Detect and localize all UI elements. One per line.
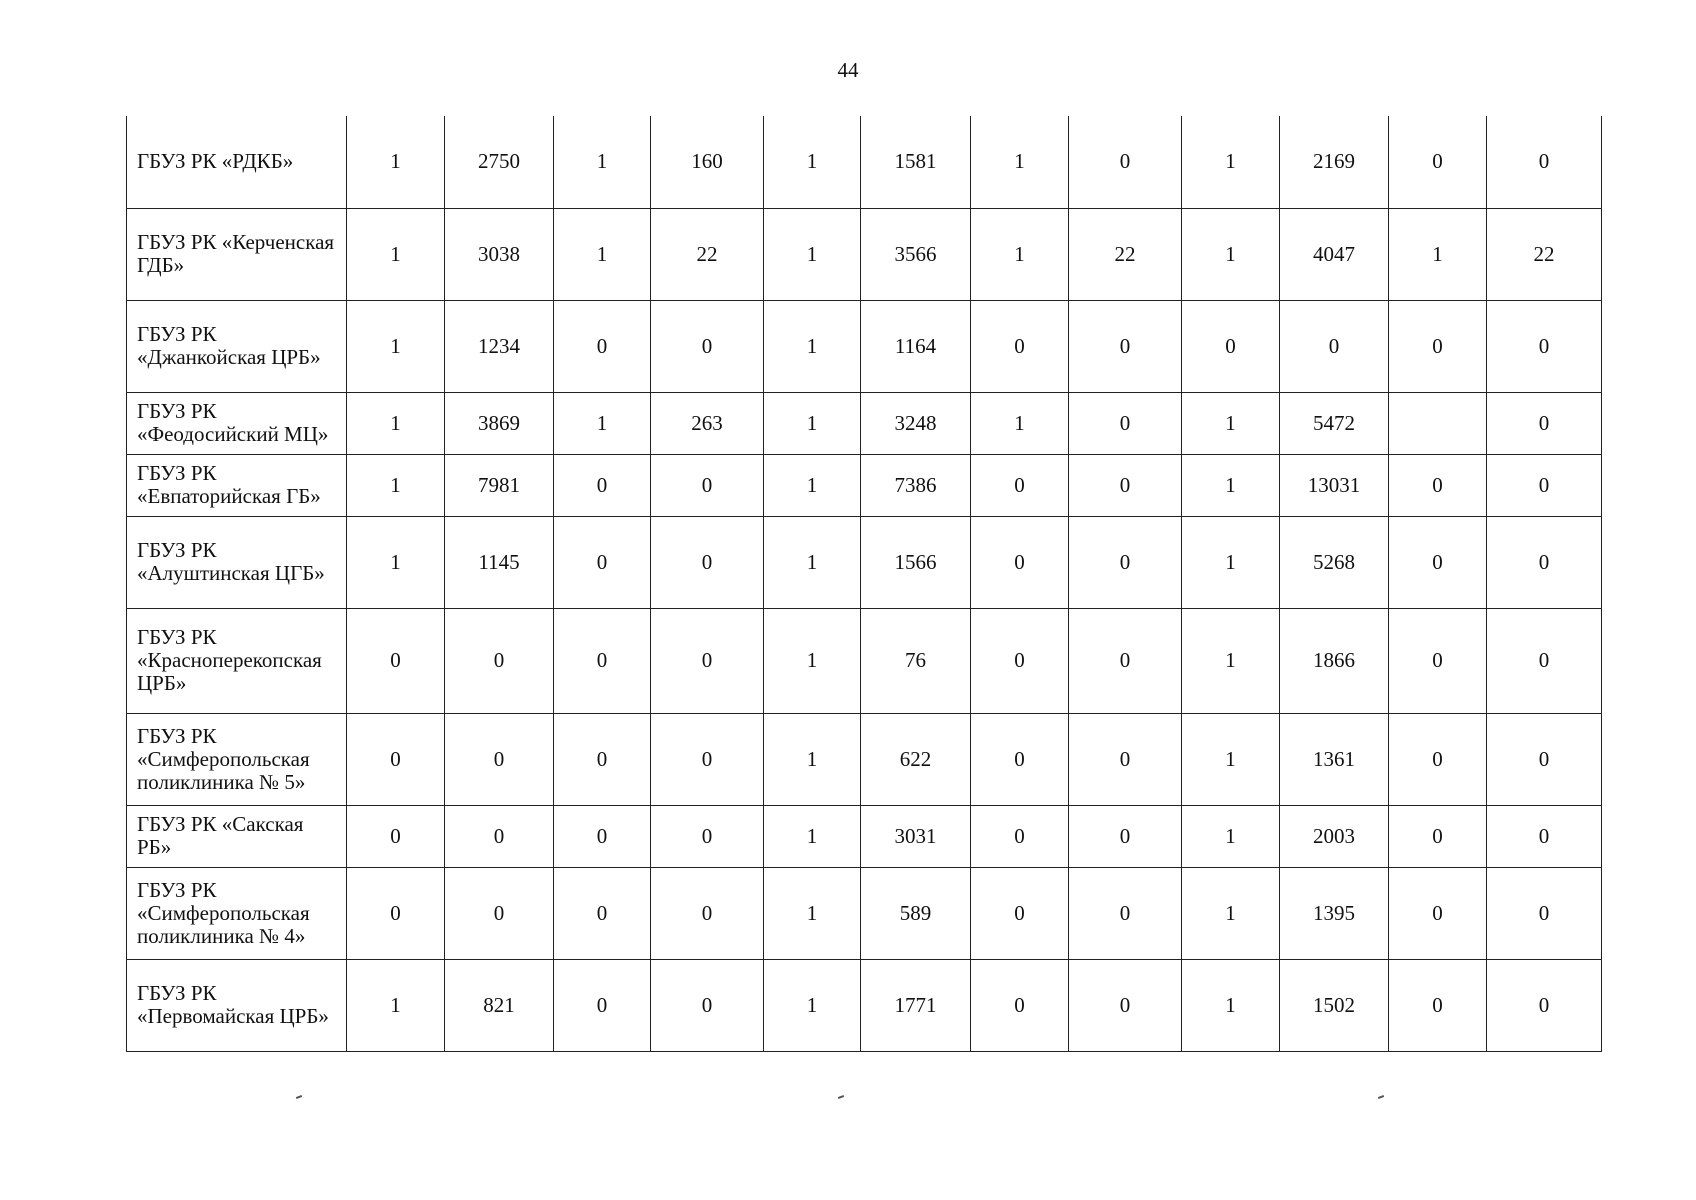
institution-name-cell xyxy=(127,867,347,959)
value-cell: 0 xyxy=(1069,805,1182,867)
value-cell: 3248 xyxy=(861,392,971,454)
value-cell: 1 xyxy=(1182,208,1280,300)
value-cell: 1395 xyxy=(1280,867,1389,959)
institution-name-line: ГДБ» xyxy=(137,253,185,277)
value-cell: 589 xyxy=(861,867,971,959)
value-cell: 5268 xyxy=(1280,516,1389,608)
value-cell: 0 xyxy=(554,516,651,608)
table-row xyxy=(127,208,1602,300)
table-row xyxy=(127,300,1602,392)
institution-name-line: ГБУЗ РК xyxy=(137,538,217,562)
value-cell: 0 xyxy=(971,805,1069,867)
table-body xyxy=(127,116,1602,1051)
value-cell: 13031 xyxy=(1280,454,1389,516)
value-cell: 263 xyxy=(651,392,764,454)
institution-name-line: ГБУЗ РК xyxy=(137,981,217,1005)
value-cell: 1 xyxy=(347,959,445,1051)
value-cell: 0 xyxy=(1389,116,1487,208)
value-cell: 0 xyxy=(1487,867,1602,959)
value-cell: 1 xyxy=(1182,116,1280,208)
table-row xyxy=(127,805,1602,867)
institution-name-line: «Джанкойская ЦРБ» xyxy=(137,345,321,369)
value-cell: 821 xyxy=(445,959,554,1051)
value-cell: 0 xyxy=(1487,454,1602,516)
value-cell: 1 xyxy=(764,608,861,713)
value-cell: 0 xyxy=(971,300,1069,392)
value-cell: 0 xyxy=(1487,805,1602,867)
table-row xyxy=(127,713,1602,805)
value-cell: 0 xyxy=(1069,116,1182,208)
value-cell: 0 xyxy=(347,713,445,805)
value-cell: 3031 xyxy=(861,805,971,867)
institution-name-cell xyxy=(127,516,347,608)
value-cell: 1 xyxy=(1182,454,1280,516)
value-cell: 0 xyxy=(651,867,764,959)
institution-name-cell xyxy=(127,608,347,713)
value-cell: 1 xyxy=(764,867,861,959)
value-cell: 0 xyxy=(1389,454,1487,516)
value-cell: 0 xyxy=(445,867,554,959)
value-cell: 1145 xyxy=(445,516,554,608)
institution-name-line: РБ» xyxy=(137,835,172,859)
value-cell: 1 xyxy=(764,805,861,867)
value-cell: 0 xyxy=(1069,516,1182,608)
value-cell: 5472 xyxy=(1280,392,1389,454)
value-cell: 76 xyxy=(861,608,971,713)
value-cell: 0 xyxy=(554,713,651,805)
value-cell: 0 xyxy=(1487,392,1602,454)
value-cell: 0 xyxy=(651,608,764,713)
value-cell: 0 xyxy=(347,867,445,959)
page-number: 44 xyxy=(837,58,859,82)
institution-name-line: ГБУЗ РК «Керченская xyxy=(137,230,335,254)
institution-name-line: поликлиника № 4» xyxy=(137,923,306,948)
institution-name-line: ЦРБ» xyxy=(137,671,187,695)
value-cell: 1 xyxy=(1182,713,1280,805)
institution-name-line: «Симферопольская xyxy=(137,746,310,771)
value-cell: 1 xyxy=(554,392,651,454)
value-cell: 7386 xyxy=(861,454,971,516)
institution-name-cell xyxy=(127,300,347,392)
value-cell: 0 xyxy=(1389,867,1487,959)
value-cell: 22 xyxy=(1487,208,1602,300)
institution-name-cell xyxy=(127,454,347,516)
value-cell: 0 xyxy=(1389,516,1487,608)
institution-name-line: ГБУЗ РК xyxy=(137,625,217,649)
institution-name-line: ГБУЗ РК «Сакская xyxy=(137,812,304,836)
value-cell: 1 xyxy=(554,116,651,208)
value-cell: 1 xyxy=(764,516,861,608)
value-cell: 0 xyxy=(554,300,651,392)
value-cell: 0 xyxy=(554,454,651,516)
value-cell: 1 xyxy=(347,454,445,516)
value-cell: 1 xyxy=(764,959,861,1051)
value-cell: 1 xyxy=(764,713,861,805)
institution-name-line: «Красноперекопская xyxy=(137,648,322,672)
value-cell: 3869 xyxy=(445,392,554,454)
value-cell: 0 xyxy=(1487,300,1602,392)
value-cell: 0 xyxy=(1487,959,1602,1051)
scan-mark xyxy=(296,1095,302,1099)
value-cell: 0 xyxy=(1389,608,1487,713)
value-cell: 1 xyxy=(347,516,445,608)
value-cell: 7981 xyxy=(445,454,554,516)
value-cell: 0 xyxy=(1487,116,1602,208)
value-cell: 1 xyxy=(971,116,1069,208)
value-cell: 160 xyxy=(651,116,764,208)
value-cell: 2750 xyxy=(445,116,554,208)
value-cell: 0 xyxy=(651,713,764,805)
value-cell: 1 xyxy=(764,454,861,516)
institution-name-line: «Симферопольская xyxy=(137,900,310,925)
institution-name-cell xyxy=(127,392,347,454)
institution-name-line: ГБУЗ РК xyxy=(137,461,217,485)
value-cell: 0 xyxy=(347,608,445,713)
value-cell: 0 xyxy=(1487,713,1602,805)
institution-name-line: поликлиника № 5» xyxy=(137,769,306,794)
institution-name-cell xyxy=(127,959,347,1051)
value-cell: 4047 xyxy=(1280,208,1389,300)
institution-name-line: ГБУЗ РК xyxy=(137,723,217,748)
institution-name-cell xyxy=(127,116,347,208)
institution-name-cell xyxy=(127,805,347,867)
value-cell: 0 xyxy=(445,713,554,805)
value-cell: 3038 xyxy=(445,208,554,300)
table-row xyxy=(127,516,1602,608)
value-cell: 0 xyxy=(445,805,554,867)
value-cell: 2003 xyxy=(1280,805,1389,867)
value-cell: 0 xyxy=(1389,959,1487,1051)
value-cell: 0 xyxy=(1069,300,1182,392)
value-cell: 0 xyxy=(554,805,651,867)
value-cell: 1 xyxy=(764,300,861,392)
value-cell: 1 xyxy=(764,116,861,208)
value-cell: 22 xyxy=(1069,208,1182,300)
value-cell: 0 xyxy=(347,805,445,867)
value-cell: 0 xyxy=(1280,300,1389,392)
value-cell: 1 xyxy=(764,392,861,454)
value-cell xyxy=(1389,392,1487,454)
value-cell: 0 xyxy=(554,608,651,713)
value-cell: 0 xyxy=(971,516,1069,608)
value-cell: 0 xyxy=(651,959,764,1051)
value-cell: 1 xyxy=(1182,959,1280,1051)
value-cell: 0 xyxy=(1069,713,1182,805)
value-cell: 0 xyxy=(1069,959,1182,1051)
value-cell: 0 xyxy=(651,805,764,867)
value-cell: 622 xyxy=(861,713,971,805)
value-cell: 0 xyxy=(1389,713,1487,805)
institution-name-line: ГБУЗ РК xyxy=(137,322,217,346)
institution-name-cell xyxy=(127,208,347,300)
value-cell: 0 xyxy=(971,959,1069,1051)
institution-name-line: «Феодосийский МЦ» xyxy=(137,422,329,446)
value-cell: 1 xyxy=(347,208,445,300)
value-cell: 0 xyxy=(1069,454,1182,516)
value-cell: 2169 xyxy=(1280,116,1389,208)
value-cell: 1502 xyxy=(1280,959,1389,1051)
value-cell: 0 xyxy=(554,867,651,959)
institution-name-line: «Евпаторийская ГБ» xyxy=(137,484,321,508)
value-cell: 0 xyxy=(1389,300,1487,392)
value-cell: 0 xyxy=(1069,867,1182,959)
value-cell: 0 xyxy=(1069,392,1182,454)
value-cell: 0 xyxy=(651,454,764,516)
value-cell: 1 xyxy=(971,392,1069,454)
value-cell: 0 xyxy=(651,300,764,392)
table-row xyxy=(127,959,1602,1051)
value-cell: 0 xyxy=(971,713,1069,805)
value-cell: 0 xyxy=(554,959,651,1051)
value-cell: 22 xyxy=(651,208,764,300)
value-cell: 1 xyxy=(764,208,861,300)
value-cell: 1 xyxy=(347,392,445,454)
value-cell: 1581 xyxy=(861,116,971,208)
value-cell: 0 xyxy=(1069,608,1182,713)
value-cell: 1 xyxy=(971,208,1069,300)
value-cell: 1 xyxy=(1182,516,1280,608)
scan-mark xyxy=(838,1095,844,1099)
value-cell: 1 xyxy=(1389,208,1487,300)
value-cell: 1 xyxy=(1182,608,1280,713)
value-cell: 1164 xyxy=(861,300,971,392)
institution-name-line: ГБУЗ РК «РДКБ» xyxy=(137,149,294,174)
institution-name-line: «Первомайская ЦРБ» xyxy=(137,1004,329,1028)
value-cell: 1771 xyxy=(861,959,971,1051)
value-cell: 0 xyxy=(651,516,764,608)
value-cell: 1 xyxy=(1182,392,1280,454)
value-cell: 1361 xyxy=(1280,713,1389,805)
value-cell: 1 xyxy=(1182,805,1280,867)
table-row xyxy=(127,392,1602,454)
institution-name-line: «Алуштинская ЦГБ» xyxy=(137,561,325,585)
value-cell: 1866 xyxy=(1280,608,1389,713)
value-cell: 0 xyxy=(1487,516,1602,608)
table-row xyxy=(127,867,1602,959)
value-cell: 1234 xyxy=(445,300,554,392)
table-row xyxy=(127,116,1602,208)
scan-mark xyxy=(1378,1095,1384,1099)
data-table xyxy=(126,116,1602,1052)
value-cell: 0 xyxy=(1182,300,1280,392)
value-cell: 0 xyxy=(971,454,1069,516)
table-row xyxy=(127,608,1602,713)
value-cell: 1 xyxy=(1182,867,1280,959)
value-cell: 3566 xyxy=(861,208,971,300)
value-cell: 1 xyxy=(554,208,651,300)
value-cell: 0 xyxy=(971,608,1069,713)
institution-name-line: ГБУЗ РК xyxy=(137,877,217,902)
institution-name-cell xyxy=(127,713,347,805)
value-cell: 1 xyxy=(347,116,445,208)
value-cell: 1 xyxy=(347,300,445,392)
value-cell: 0 xyxy=(445,608,554,713)
value-cell: 1566 xyxy=(861,516,971,608)
value-cell: 0 xyxy=(1389,805,1487,867)
value-cell: 0 xyxy=(971,867,1069,959)
institution-name-line: ГБУЗ РК xyxy=(137,399,217,423)
value-cell: 0 xyxy=(1487,608,1602,713)
table-row xyxy=(127,454,1602,516)
